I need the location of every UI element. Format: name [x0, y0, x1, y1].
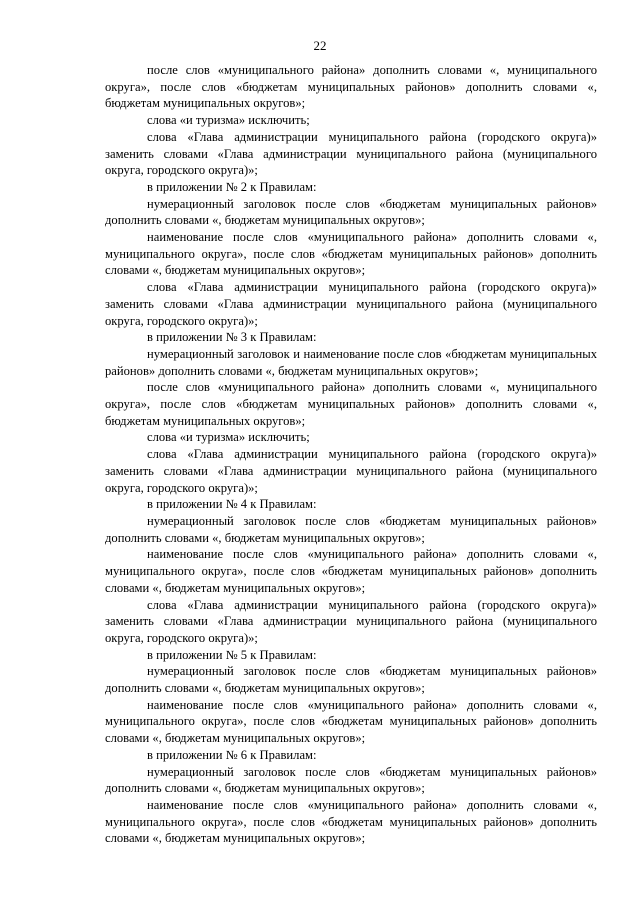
paragraph: нумерационный заголовок и наименование после слов «бюджетам муниципальных районов» дополнить словами «, бюджетам муниципальных округов»;	[105, 346, 597, 378]
paragraph: в приложении № 6 к Правилам:	[147, 747, 317, 762]
paragraph: наименование после слов «муниципального района» дополнить словами «, муниципального округа», после слов «бюджетам муниципальных районов» дополнить словами «, бюджетам муниципальных округов»;	[105, 547, 597, 595]
paragraph: слова «Глава администрации муниципального района (городского округа)» заменить словами «Глава администрации муниципального района (муниципального округа, городского округа)»;	[105, 280, 597, 328]
paragraph: нумерационный заголовок после слов «бюджетам муниципальных районов» дополнить словами «, бюджетам муниципальных округов»;	[105, 196, 597, 228]
paragraph: слова «и туризма» исключить;	[147, 113, 310, 128]
paragraph: слова «Глава администрации муниципального района (городского округа)» заменить словами «Глава администрации муниципального района (муниципального округа, городского округа)»;	[105, 597, 597, 645]
paragraph: наименование после слов «муниципального района» дополнить словами «, муниципального округа», после слов «бюджетам муниципальных районов» дополнить словами «, бюджетам муниципальных округов»;	[105, 697, 597, 746]
paragraph: нумерационный заголовок после слов «бюджетам муниципальных районов» дополнить словами «, бюджетам муниципальных округов»;	[105, 513, 597, 545]
document-body	[105, 62, 597, 847]
paragraph: слова «Глава администрации муниципального района (городского округа)» заменить словами «Глава администрации муниципального района (муниципального округа, городского округа)»;	[105, 129, 597, 178]
paragraph: нумерационный заголовок после слов «бюджетам муниципальных районов» дополнить словами «, бюджетам муниципальных округов»;	[105, 664, 597, 696]
page-number: 22	[313, 38, 327, 53]
paragraph: в приложении № 3 к Правилам:	[147, 330, 317, 345]
paragraph: после слов «муниципального района» дополнить словами «, муниципального округа», после слов «бюджетам муниципальных районов» дополнить словами «, бюджетам муниципальных округов»;	[105, 63, 597, 111]
paragraph: наименование после слов «муниципального района» дополнить словами «, муниципального округа», после слов «бюджетам муниципальных районов» дополнить словами «, бюджетам муниципальных округов»;	[105, 230, 597, 278]
paragraph: после слов «муниципального района» дополнить словами «, муниципального округа», после слов «бюджетам муниципальных районов» дополнить словами «, бюджетам муниципальных округов»;	[105, 380, 597, 428]
paragraph: в приложении № 2 к Правилам:	[147, 179, 317, 194]
paragraph: наименование после слов «муниципального района» дополнить словами «, муниципального округа», после слов «бюджетам муниципальных районов» дополнить словами «, бюджетам муниципальных округов»;	[105, 797, 597, 846]
paragraph: в приложении № 5 к Правилам:	[147, 647, 317, 662]
paragraph: нумерационный заголовок после слов «бюджетам муниципальных районов» дополнить словами «, бюджетам муниципальных округов»;	[105, 764, 597, 796]
paragraph: в приложении № 4 к Правилам:	[147, 497, 317, 512]
paragraph: слова «и туризма» исключить;	[147, 430, 310, 445]
paragraph: слова «Глава администрации муниципального района (городского округа)» заменить словами «Глава администрации муниципального района (муниципального округа, городского округа)»;	[105, 447, 597, 495]
